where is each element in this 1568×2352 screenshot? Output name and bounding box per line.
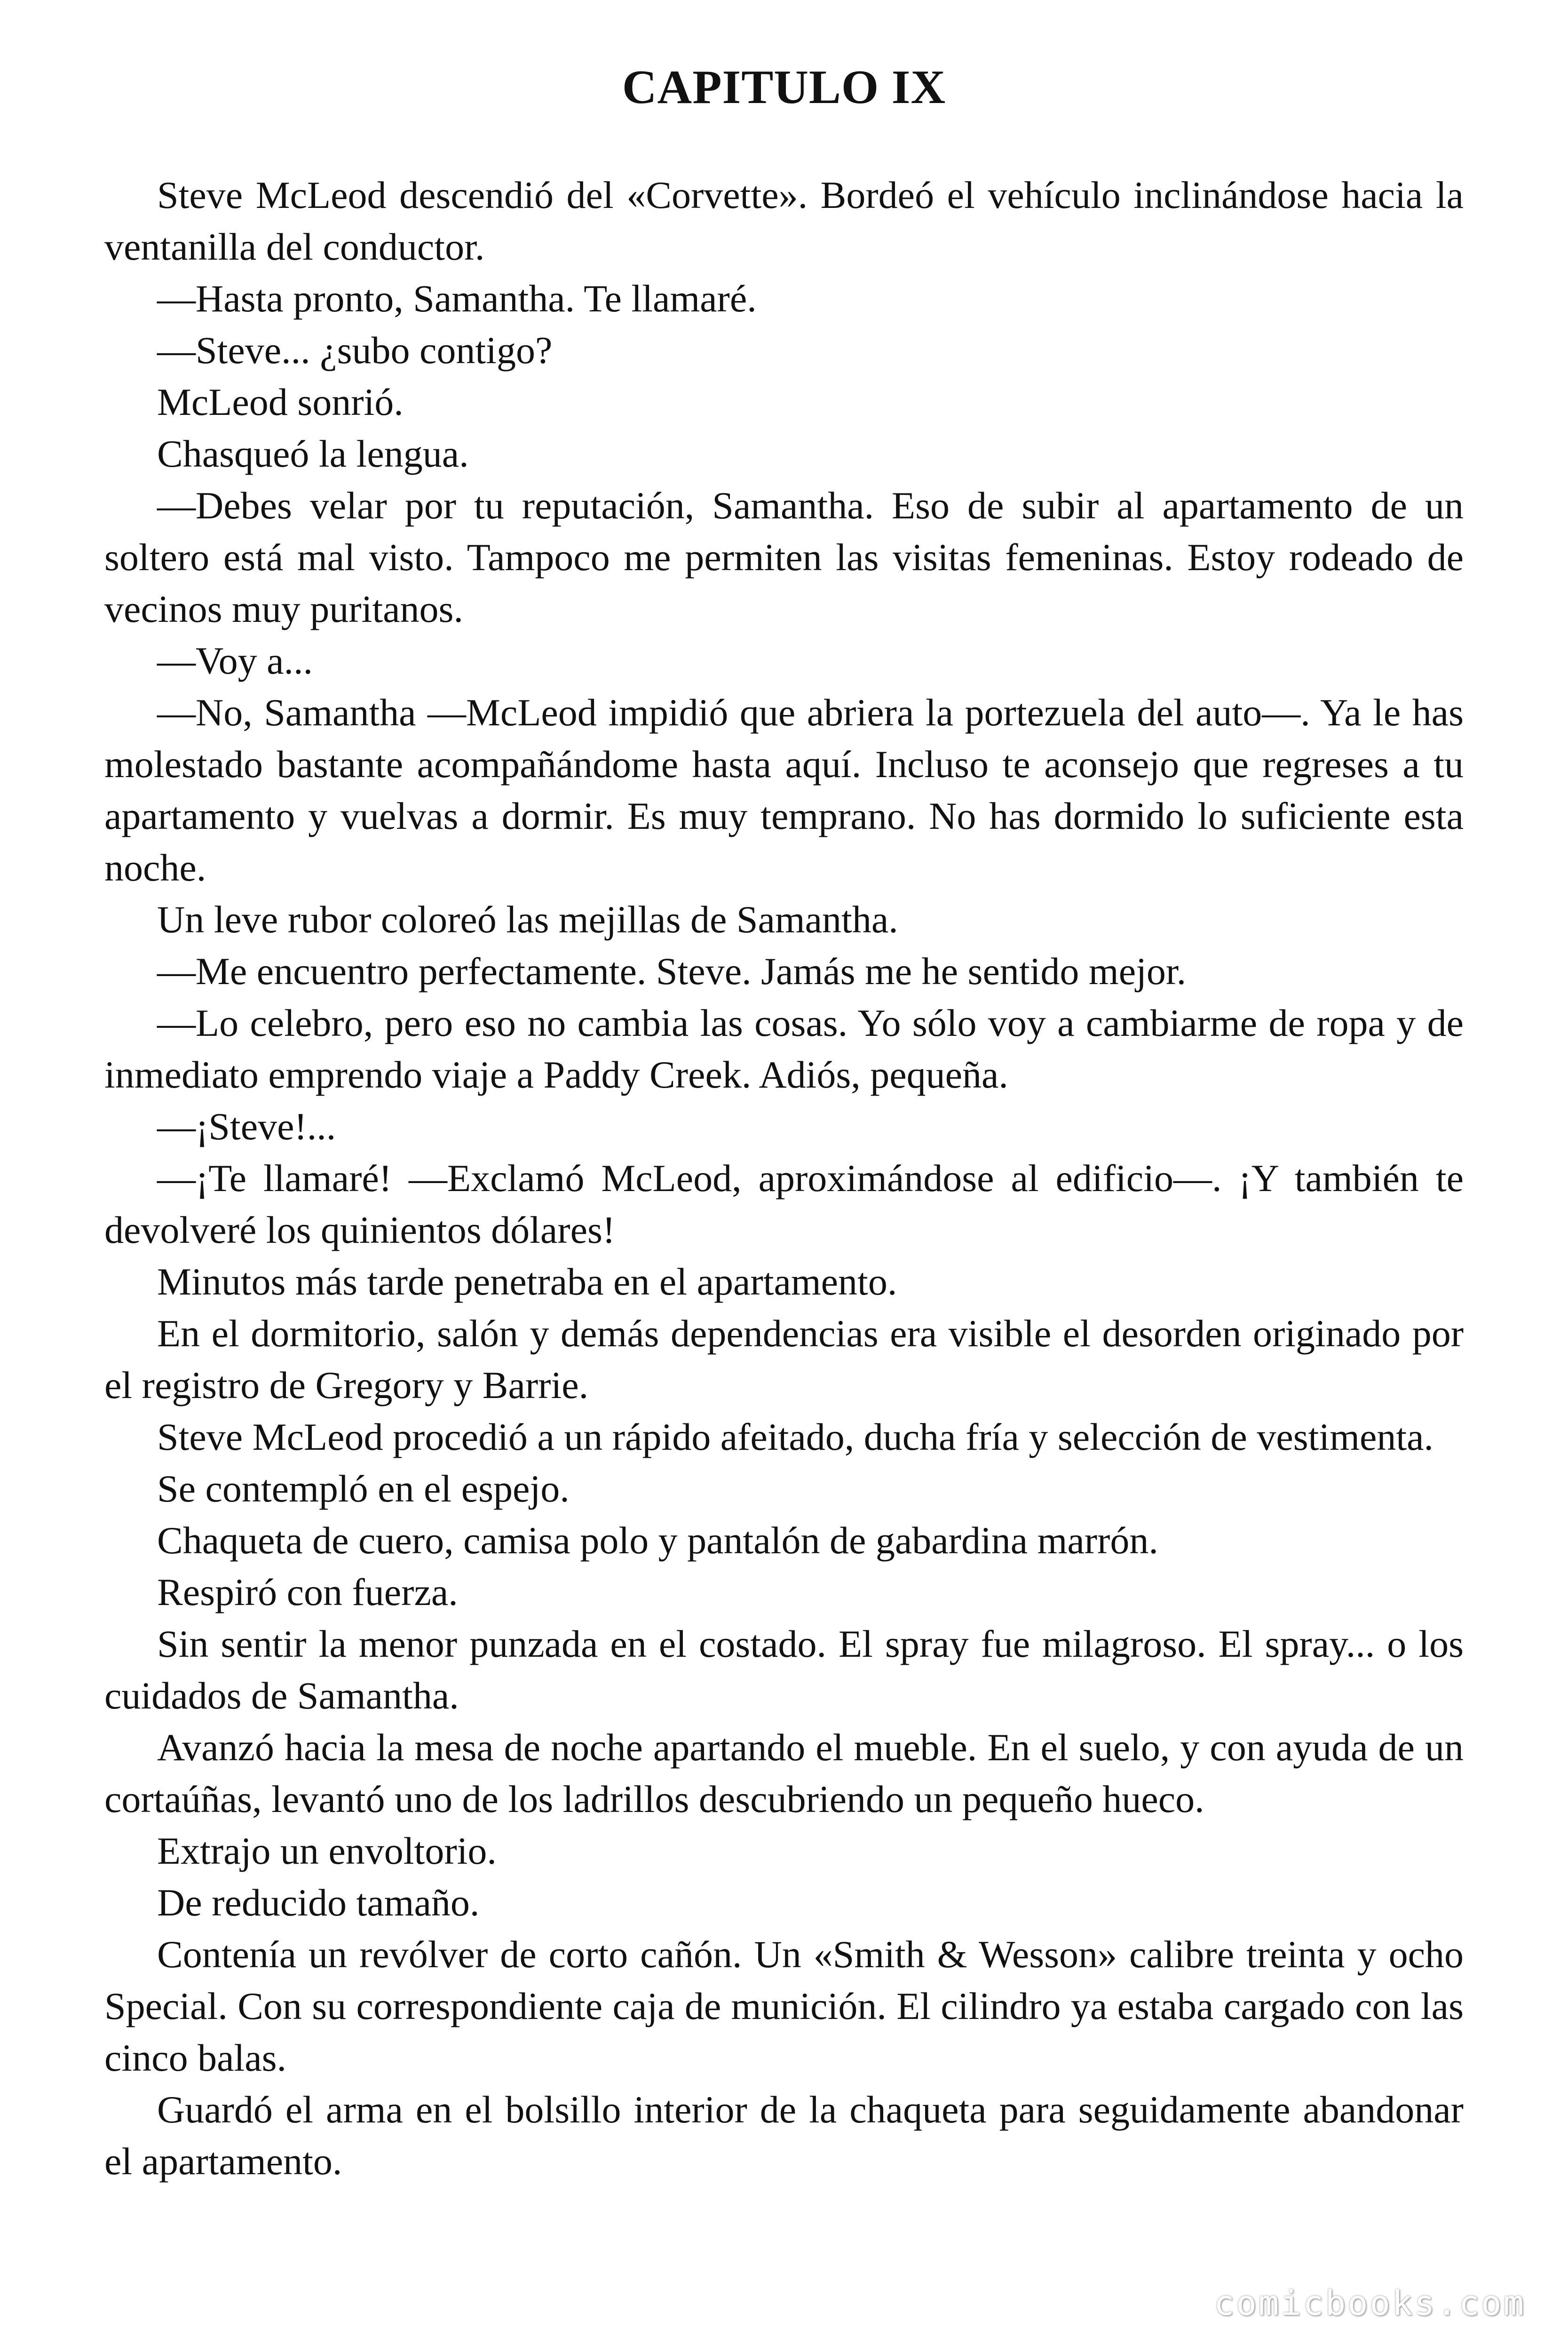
watermark: comicbooks.com: [1214, 2283, 1526, 2323]
paragraph: Extrajo un envoltorio.: [157, 1829, 497, 1873]
paragraph: —Lo celebro, pero eso no cambia las cosas. Yo sólo voy a cambiarme de ropa y de inmediato emprendo viaje a Paddy Creek. Adiós, pequeña.: [104, 1001, 1464, 1097]
paragraph: En el dormitorio, salón y demás dependencias era visible el desorden originado por el registro de Gregory y Barrie.: [104, 1312, 1464, 1407]
paragraph: —Hasta pronto, Samantha. Te llamaré.: [157, 277, 757, 320]
paragraph: Se contempló en el espejo.: [157, 1467, 570, 1510]
paragraph: Avanzó hacia la mesa de noche apartando el mueble. En el suelo, y con ayuda de un cortaúñas, levantó uno de los ladrillos descubriendo un pequeño hueco.: [104, 1726, 1464, 1821]
paragraph: —Me encuentro perfectamente. Steve. Jamás me he sentido mejor.: [157, 950, 1187, 993]
paragraph: Minutos más tarde penetraba en el apartamento.: [157, 1260, 897, 1303]
paragraph: —No, Samantha —McLeod impidió que abriera la portezuela del auto—. Ya le has molestado bastante acompañándome hasta aquí. Incluso te aconsejo que regreses a tu apartamento y vuelvas a dormir. Es muy temprano. No has dormido lo suficiente esta noche.: [104, 691, 1464, 890]
chapter-title: CAPITULO IX: [622, 61, 946, 114]
paragraph: McLeod sonrió.: [157, 381, 404, 424]
paragraph: —Steve... ¿subo contigo?: [157, 329, 553, 372]
paragraph: Un leve rubor coloreó las mejillas de Samantha.: [157, 898, 898, 941]
paragraph: Contenía un revólver de corto cañón. Un «Smith & Wesson» calibre treinta y ocho Special. Con su correspondiente caja de munición. El cilindro ya estaba cargado con las cinco balas.: [104, 1933, 1464, 2080]
chapter-body: [104, 169, 1464, 2187]
paragraph: —Debes velar por tu reputación, Samantha. Eso de subir al apartamento de un soltero está mal visto. Tampoco me permiten las visitas femeninas. Estoy rodeado de vecinos muy puritanos.: [104, 484, 1464, 631]
paragraph: Guardó el arma en el bolsillo interior de la chaqueta para seguidamente abandonar el apartamento.: [104, 2088, 1464, 2183]
paragraph: Respiró con fuerza.: [157, 1571, 458, 1614]
paragraph: De reducido tamaño.: [157, 1881, 480, 1924]
paragraph: —Voy a...: [157, 639, 313, 683]
book-page: [104, 61, 1464, 2187]
paragraph: Sin sentir la menor punzada en el costado. El spray fue milagroso. El spray... o los cuidados de Samantha.: [104, 1622, 1464, 1717]
paragraph: Chasqueó la lengua.: [157, 432, 469, 476]
paragraph: Steve McLeod procedió a un rápido afeitado, ducha fría y selección de vestimenta.: [157, 1415, 1434, 1459]
paragraph: Chaqueta de cuero, camisa polo y pantalón de gabardina marrón.: [157, 1519, 1158, 1562]
paragraph: Steve McLeod descendió del «Corvette». Bordeó el vehículo inclinándose hacia la ventanilla del conductor.: [104, 174, 1464, 269]
paragraph: —¡Steve!...: [157, 1105, 336, 1148]
paragraph: —¡Te llamaré! —Exclamó McLeod, aproximándose al edificio—. ¡Y también te devolveré los quinientos dólares!: [104, 1157, 1464, 1252]
